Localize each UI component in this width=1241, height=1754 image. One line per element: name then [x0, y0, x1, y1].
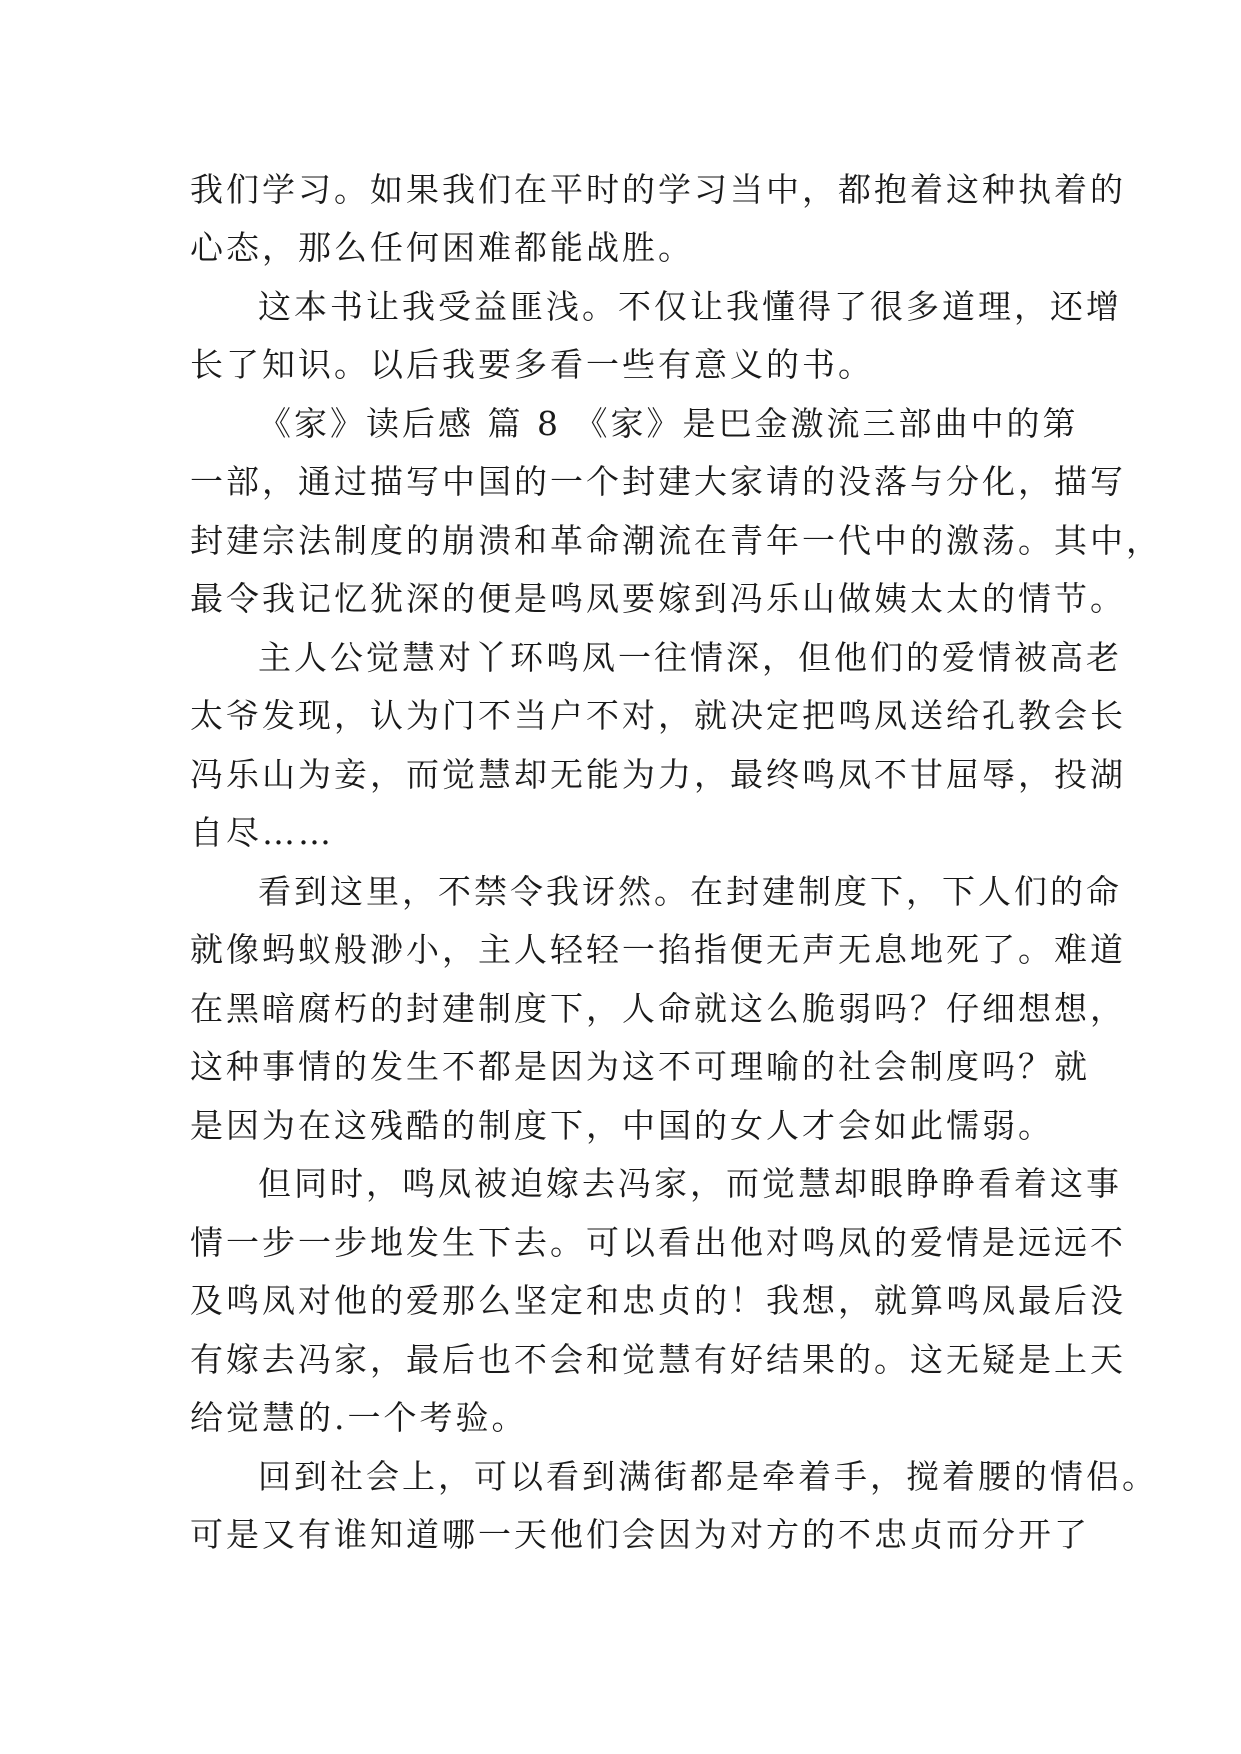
text-line: 给觉慧的.一个考验。: [190, 1398, 528, 1437]
text-line: 这种事情的发生不都是因为这不可理喻的社会制度吗？就: [190, 1047, 1090, 1086]
text-line: 《家》读后感 篇 8 《家》是巴金激流三部曲中的第: [258, 404, 1079, 443]
text-line: 可是又有谁知道哪一天他们会因为对方的不忠贞而分开了: [190, 1515, 1090, 1554]
text-line: 有嫁去冯家，最后也不会和觉慧有好结果的。这无疑是上天: [190, 1340, 1126, 1379]
text-line: 看到这里，不禁令我讶然。在封建制度下，下人们的命: [258, 872, 1122, 911]
text-line: 冯乐山为妾，而觉慧却无能为力，最终鸣凤不甘屈辱，投湖: [190, 755, 1126, 794]
text-line: 但同时，鸣凤被迫嫁去冯家，而觉慧却眼睁睁看着这事: [258, 1164, 1122, 1203]
text-line: 主人公觉慧对丫环鸣凤一往情深，但他们的爱情被高老: [258, 638, 1122, 677]
text-line: 情一步一步地发生下去。可以看出他对鸣凤的爱情是远远不: [190, 1223, 1126, 1262]
text-line: 心态，那么任何困难都能战胜。: [190, 228, 694, 267]
text-line: 封建宗法制度的崩溃和革命潮流在青年一代中的激荡。其中，: [190, 521, 1162, 560]
text-line: 最令我记忆犹深的便是鸣凤要嫁到冯乐山做姨太太的情节。: [190, 579, 1126, 618]
text-line: 一部，通过描写中国的一个封建大家请的没落与分化，描写: [190, 462, 1126, 501]
text-line: 太爷发现，认为门不当户不对，就决定把鸣凤送给孔教会长: [190, 696, 1126, 735]
text-line: 是因为在这残酷的制度下，中国的女人才会如此懦弱。: [190, 1106, 1054, 1145]
text-line: 及鸣凤对他的爱那么坚定和忠贞的！我想，就算鸣凤最后没: [190, 1281, 1126, 1320]
text-line: 自尽……: [190, 813, 334, 852]
text-line: 在黑暗腐朽的封建制度下，人命就这么脆弱吗？仔细想想，: [190, 989, 1126, 1028]
text-line: 回到社会上，可以看到满街都是牵着手，搅着腰的情侣。: [258, 1457, 1158, 1496]
text-line: 就像蚂蚁般渺小，主人轻轻一掐指便无声无息地死了。难道: [190, 930, 1126, 969]
text-line: 这本书让我受益匪浅。不仅让我懂得了很多道理，还增: [258, 287, 1122, 326]
text-line: 我们学习。如果我们在平时的学习当中，都抱着这种执着的: [190, 170, 1126, 209]
text-line: 长了知识。以后我要多看一些有意义的书。: [190, 345, 874, 384]
